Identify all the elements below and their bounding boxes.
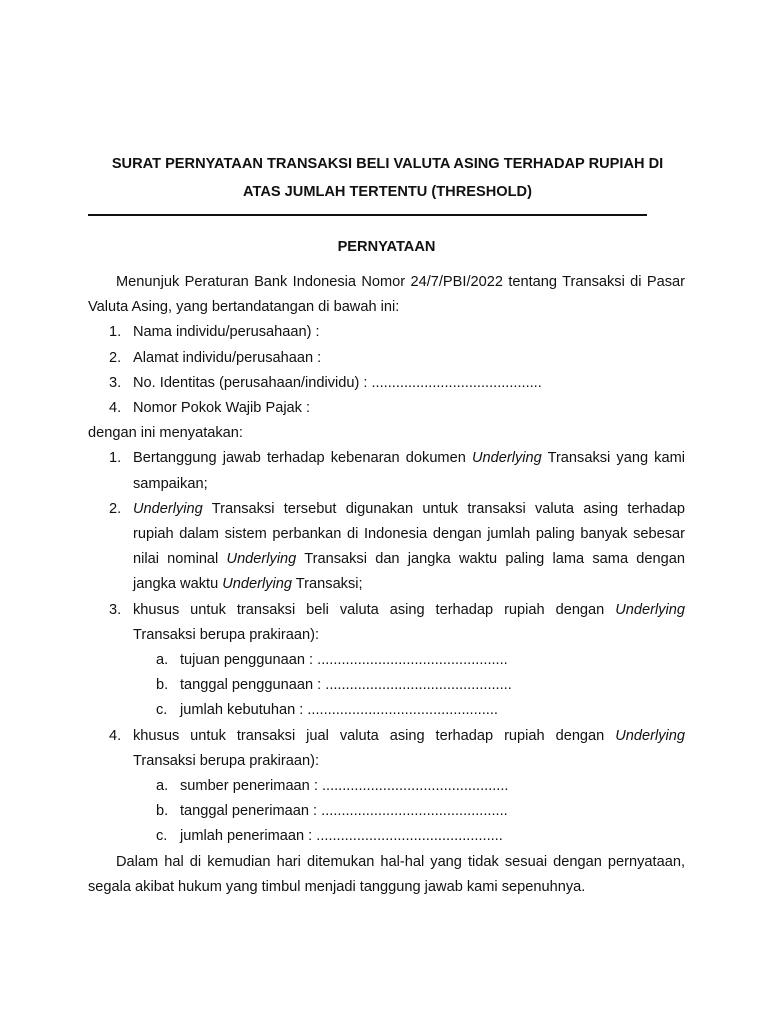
list-number: 1. xyxy=(109,324,122,341)
statement-emphasis: Underlying xyxy=(222,576,293,593)
identity-field xyxy=(88,320,685,345)
list-number: 1. xyxy=(109,450,122,467)
statement-item xyxy=(88,497,685,598)
statement-emphasis: Underlying xyxy=(615,727,685,744)
statement-emphasis: Underlying xyxy=(133,500,203,517)
list-number: 2. xyxy=(109,500,122,517)
statement-item xyxy=(88,724,685,774)
purchase-forecast-list xyxy=(88,648,685,724)
forecast-item xyxy=(88,824,685,849)
list-number: 4. xyxy=(109,400,122,417)
identity-field-label: Nomor Pokok Wajib Pajak : xyxy=(133,400,311,417)
list-number: 3. xyxy=(109,374,122,391)
identity-field-label: Nama individu/perusahaan) : xyxy=(133,324,320,341)
document-body xyxy=(88,270,685,900)
list-number: 4. xyxy=(109,727,122,744)
declaration-intro: dengan ini menyatakan: xyxy=(88,425,243,442)
identity-field-list xyxy=(88,320,685,421)
title-divider xyxy=(88,214,647,216)
forecast-item xyxy=(88,799,685,824)
statement-list-continued xyxy=(88,724,685,774)
forecast-item xyxy=(88,774,685,799)
list-letter: c. xyxy=(156,828,168,845)
list-letter: c. xyxy=(156,702,168,719)
sale-forecast-list xyxy=(88,774,685,850)
statement-text: Transaksi dan jangka waktu paling lama sama dengan jangka waktu xyxy=(133,551,685,593)
statement-text: Transaksi berupa prakiraan): xyxy=(133,752,320,769)
identity-field xyxy=(88,396,685,421)
identity-field xyxy=(88,346,685,371)
list-number: 2. xyxy=(109,349,122,366)
statement-emphasis: Underlying xyxy=(615,601,685,618)
list-letter: a. xyxy=(156,652,169,669)
intro-paragraph: Menunjuk Peraturan Bank Indonesia Nomor 24/7/PBI/2022 tentang Transaksi di Pasar Valuta Asing, yang bertandatangan di bawah ini: xyxy=(88,274,685,316)
forecast-item xyxy=(88,673,685,698)
forecast-item-text: jumlah penerimaan : .............................................. xyxy=(180,828,503,845)
statement-text: Transaksi tersebut digunakan untuk transaksi valuta asing terhadap rupiah dalam sistem perbankan di Indonesia dengan jumlah paling banyak sebesar nilai nominal xyxy=(133,500,685,568)
list-letter: a. xyxy=(156,778,169,795)
statement-text: Transaksi; xyxy=(292,576,363,593)
title-line-2: ATAS JUMLAH TERTENTU (THRESHOLD) xyxy=(243,184,532,200)
list-number: 3. xyxy=(109,601,122,618)
forecast-item xyxy=(88,648,685,673)
forecast-item-text: sumber penerimaan : .............................................. xyxy=(180,778,509,795)
identity-field-label: No. Identitas (perusahaan/individu) : .......................................... xyxy=(133,374,542,391)
forecast-item-text: jumlah kebutuhan : ............................................... xyxy=(180,702,498,719)
statement-emphasis: Underlying xyxy=(471,450,542,467)
forecast-item-text: tujuan penggunaan : ............................................... xyxy=(180,652,508,669)
document-title xyxy=(80,150,695,206)
forecast-item-text: tanggal penerimaan : .............................................. xyxy=(180,803,508,820)
list-letter: b. xyxy=(156,803,169,820)
section-heading: PERNYATAAN xyxy=(337,239,436,255)
forecast-item xyxy=(88,698,685,723)
identity-field xyxy=(88,371,685,396)
statement-item xyxy=(88,598,685,648)
forecast-item-text: tanggal penggunaan : .............................................. xyxy=(180,677,512,694)
statement-text: khusus untuk transaksi beli valuta asing terhadap rupiah dengan xyxy=(133,601,616,618)
title-line-1: SURAT PERNYATAAN TRANSAKSI BELI VALUTA ASING TERHADAP RUPIAH DI xyxy=(111,156,664,172)
list-letter: b. xyxy=(156,677,169,694)
statement-text: Transaksi berupa prakiraan): xyxy=(133,626,320,643)
identity-field-label: Alamat individu/perusahaan : xyxy=(133,349,322,366)
statement-text: Transaksi yang kami sampaikan; xyxy=(133,450,685,492)
statement-emphasis: Underlying xyxy=(226,551,297,568)
statement-list xyxy=(88,446,685,648)
closing-paragraph: Dalam hal di kemudian hari ditemukan hal-hal yang tidak sesuai dengan pernyataan, segala akibat hukum yang timbul menjadi tanggung jawab kami sepenuhnya. xyxy=(88,853,685,895)
statement-text: khusus untuk transaksi jual valuta asing terhadap rupiah dengan xyxy=(133,727,616,744)
statement-text: Bertanggung jawab terhadap kebenaran dokumen xyxy=(133,450,472,467)
statement-item xyxy=(88,446,685,496)
